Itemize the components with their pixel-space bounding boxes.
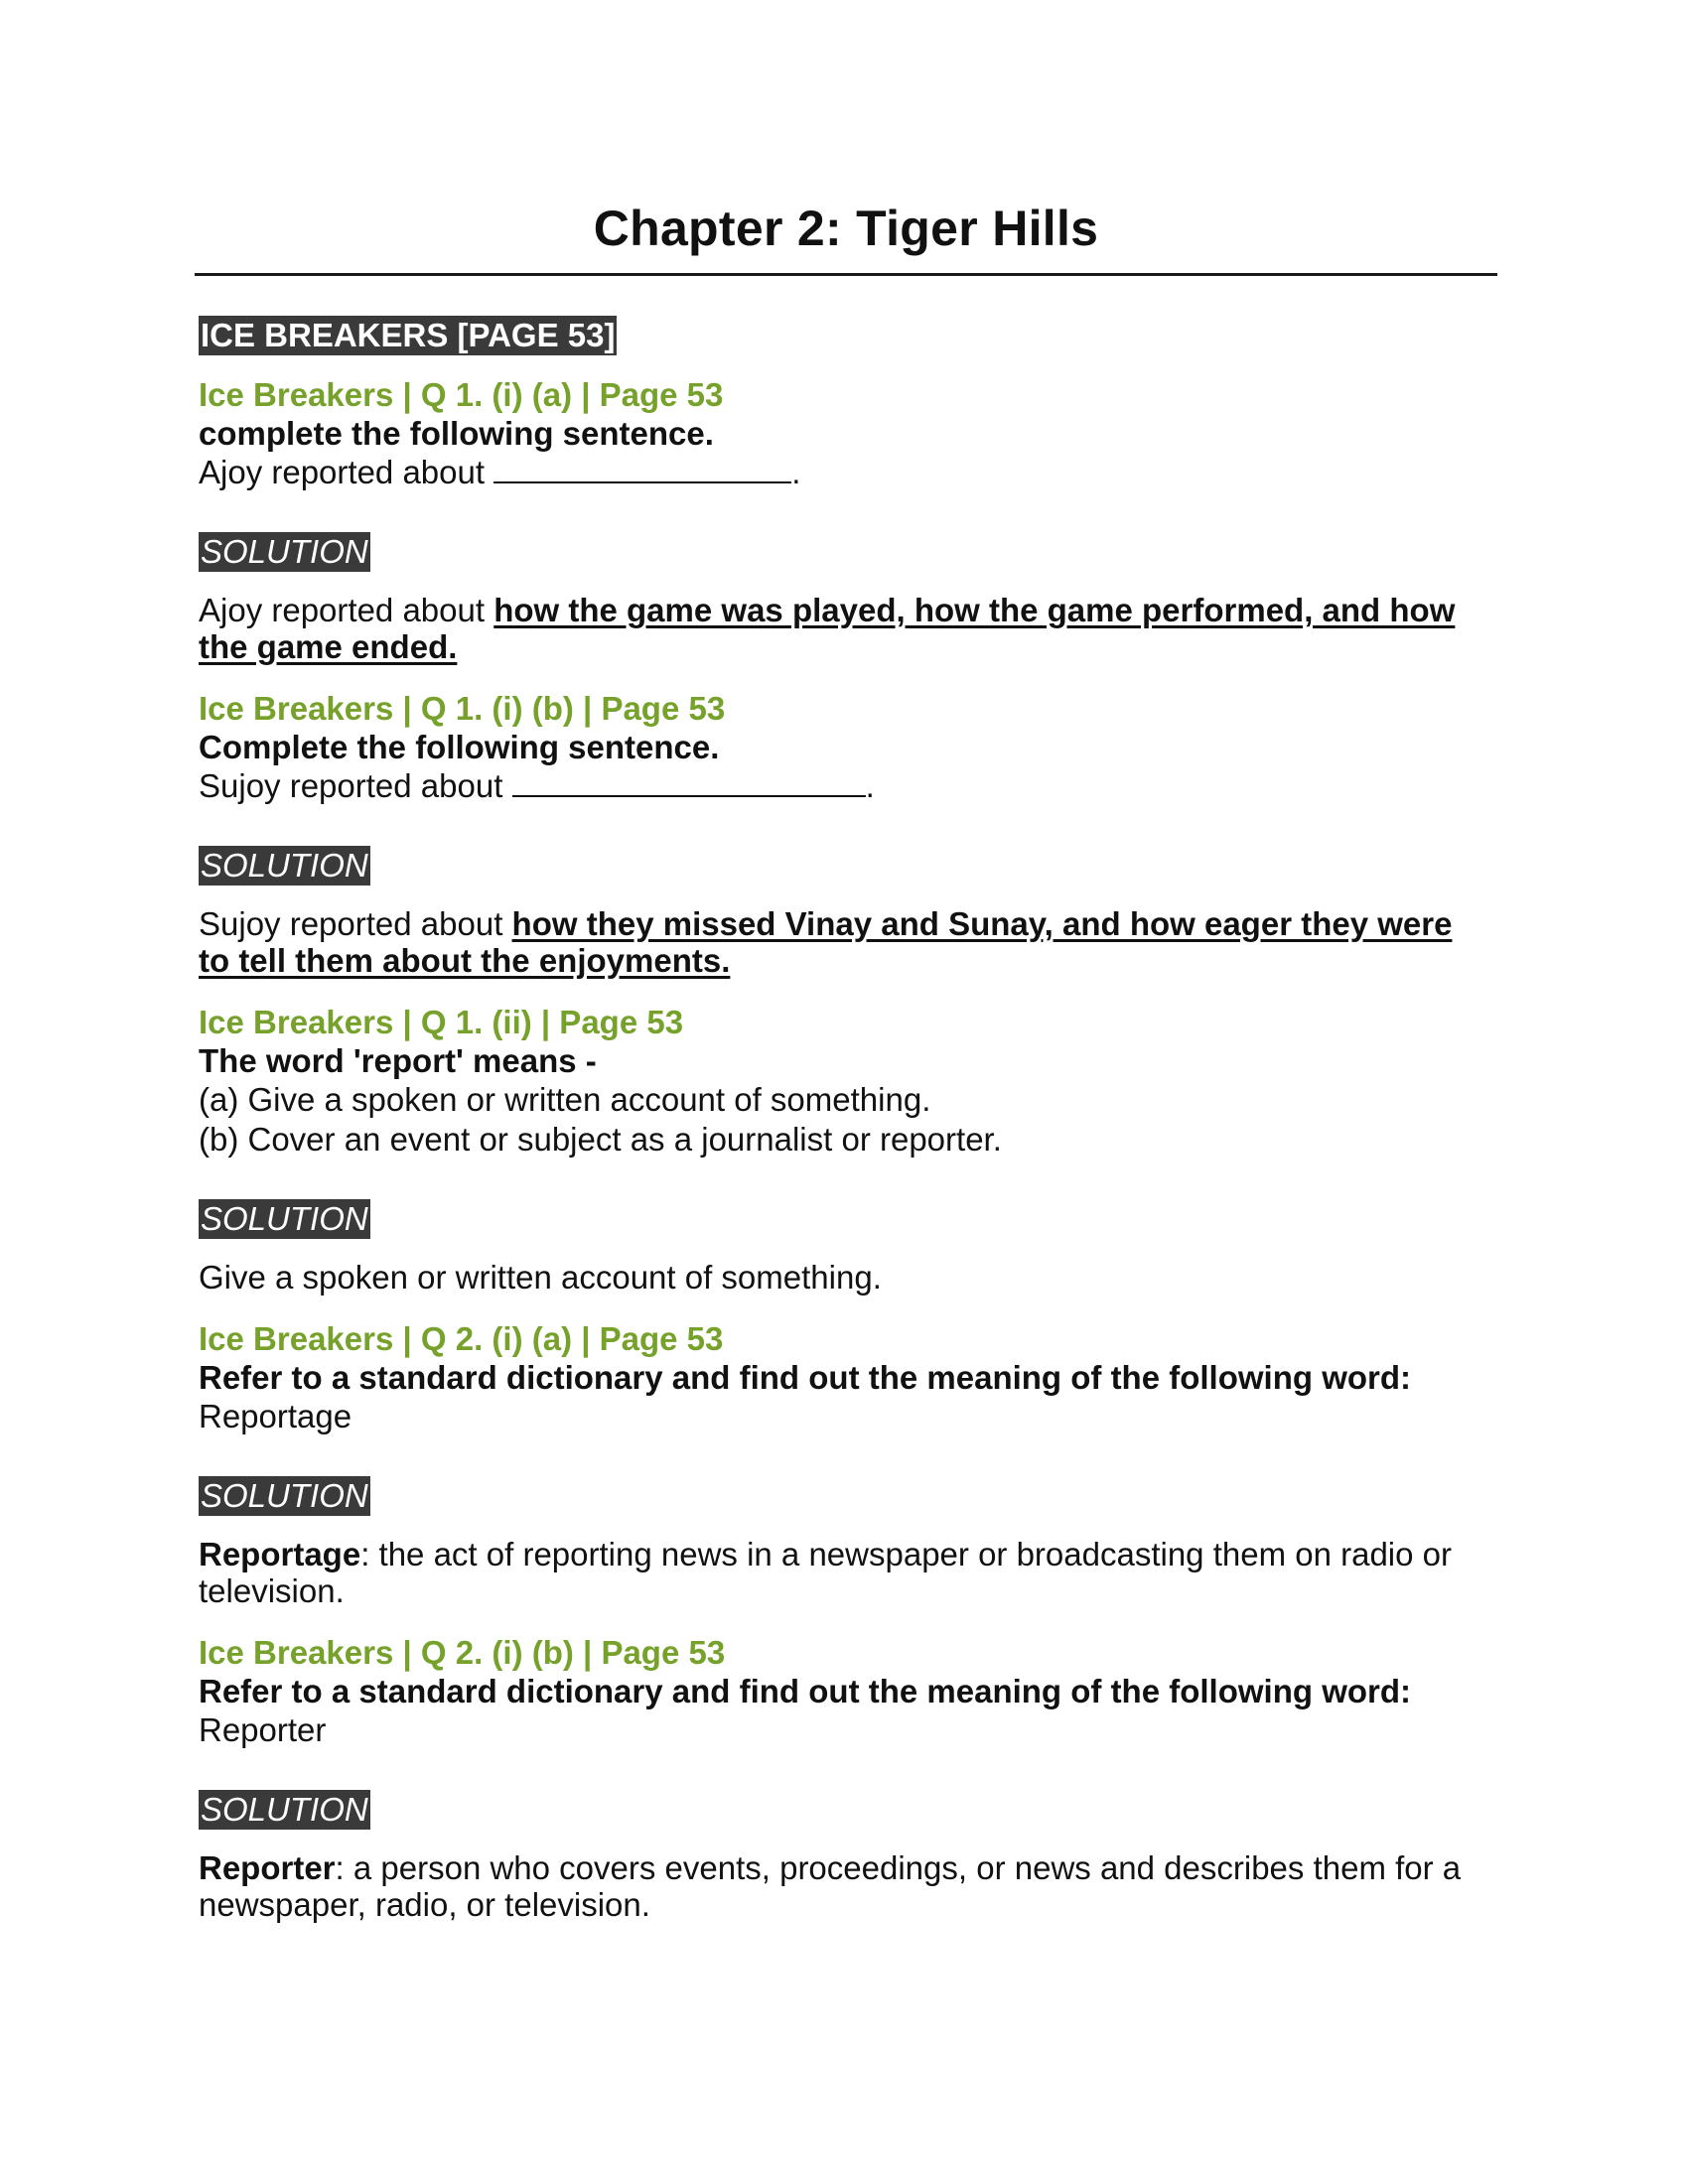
question-prompt: Complete the following sentence. [199,729,720,765]
question-heading: Ice Breakers | Q 1. (ii) | Page 53 [199,1004,684,1040]
answer-prefix: Ajoy reported about [199,592,494,628]
solution-badge: SOLUTION [201,533,368,570]
solution-badge: SOLUTION [201,847,368,884]
question-word: Reportage [199,1398,352,1434]
section-label: ICE BREAKERS [PAGE 53] [201,317,616,353]
question-block [199,1319,1489,1436]
definition: : a person who covers events, proceedings, or news and describes them for a newspaper, radio, or television. [199,1849,1462,1923]
solution-text: Give a spoken or written account of something. [199,1259,882,1296]
question-sentence: Sujoy reported about [199,767,503,804]
answer-prefix: Sujoy reported about [199,905,512,942]
solution-badge: SOLUTION [201,1791,368,1828]
answer-emphasis: how the game was played, how the game performed, and how the game ended. [199,592,1456,665]
solution-text [199,1536,1489,1609]
defined-term: Reporter [199,1849,336,1886]
question-word: Reporter [199,1711,327,1748]
question-heading: Ice Breakers | Q 1. (i) (a) | Page 53 [199,376,724,413]
question-prompt: Refer to a standard dictionary and find out the meaning of the following word: [199,1359,1412,1396]
solution-badge: SOLUTION [201,1477,368,1514]
question-sentence: Ajoy reported about [199,454,486,490]
question-prompt: The word 'report' means - [199,1042,597,1079]
answer-emphasis: how they missed Vinay and Sunay, and how eager they were to tell them about the enjoyments. [199,905,1453,979]
solution-text [199,1849,1489,1923]
answer-blank [493,456,791,483]
solution-text [199,905,1489,979]
question-block [199,375,1489,492]
answer-blank [512,769,866,797]
question-block [199,1633,1489,1750]
question-block [199,689,1489,806]
question-block [199,1003,1489,1160]
option-a: (a) Give a spoken or written account of something. [199,1081,931,1118]
content-area [199,316,1489,1947]
question-heading: Ice Breakers | Q 2. (i) (b) | Page 53 [199,1634,726,1671]
question-text [199,766,1489,806]
question-prompt: Refer to a standard dictionary and find out the meaning of the following word: [199,1673,1412,1709]
title-divider [195,273,1497,276]
blank-suffix: . [791,454,801,490]
solution-badge: SOLUTION [201,1200,368,1237]
question-heading: Ice Breakers | Q 2. (i) (a) | Page 53 [199,1320,724,1357]
question-text [199,453,1489,492]
question-heading: Ice Breakers | Q 1. (i) (b) | Page 53 [199,690,726,727]
option-b: (b) Cover an event or subject as a journalist or reporter. [199,1121,1002,1158]
definition: : the act of reporting news in a newspaper or broadcasting them on radio or television. [199,1536,1452,1609]
blank-suffix: . [865,767,875,804]
solution-text [199,592,1489,665]
question-prompt: complete the following sentence. [199,415,714,452]
chapter-title: Chapter 2: Tiger Hills [593,201,1099,256]
defined-term: Reportage [199,1536,361,1572]
